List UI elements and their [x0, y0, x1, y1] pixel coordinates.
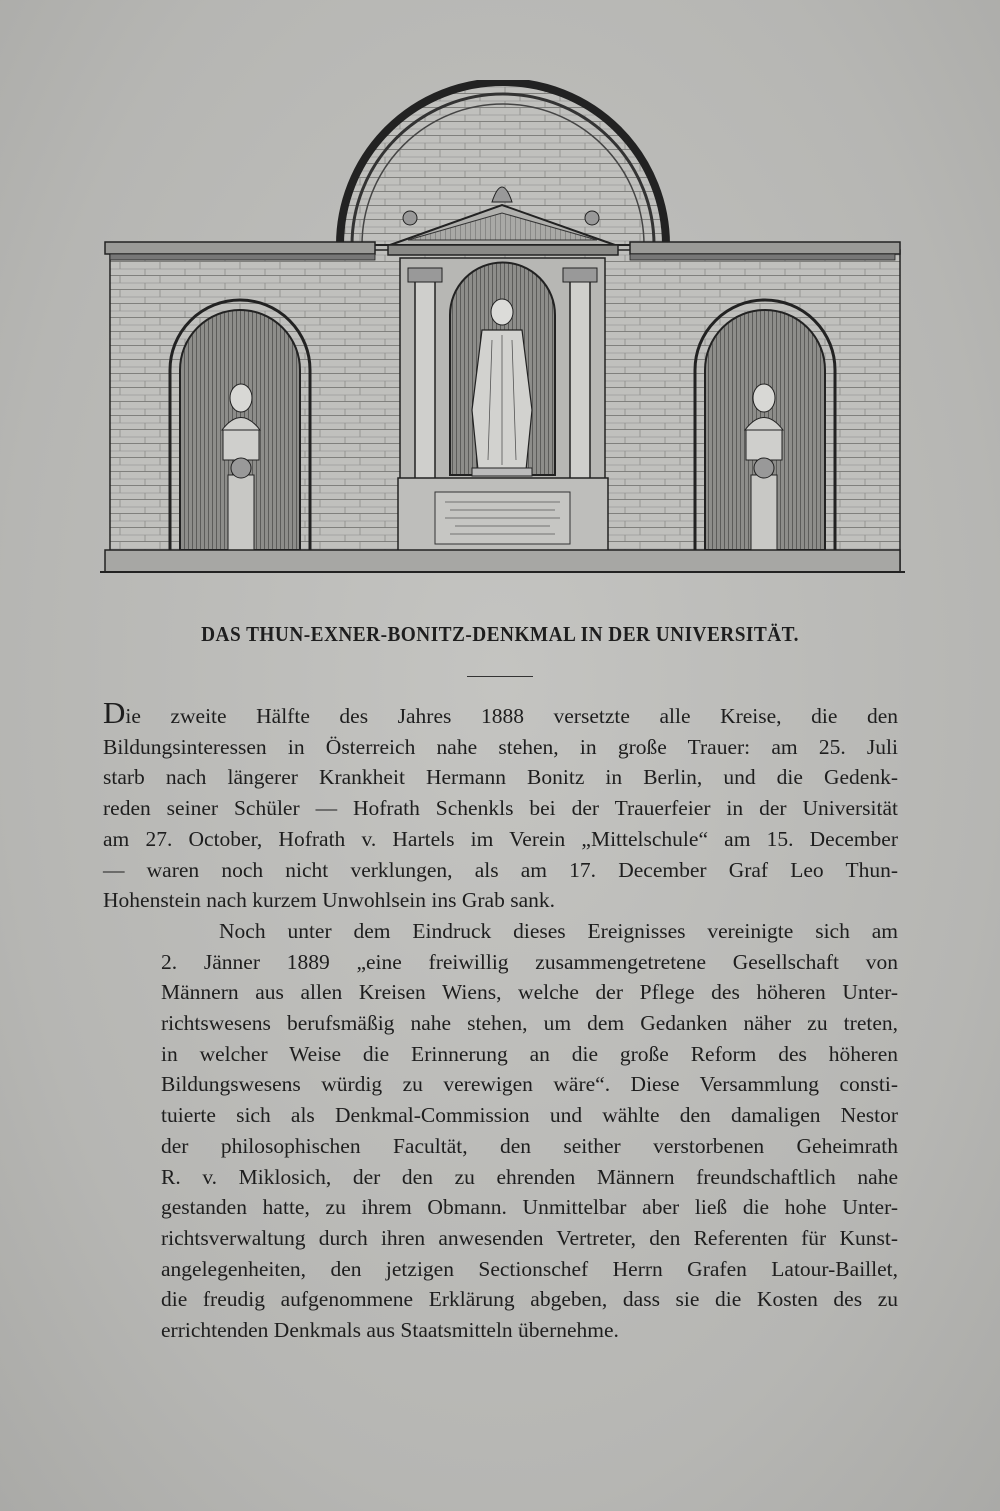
monument-engraving [100, 80, 905, 580]
text-line: tuierte sich als Denkmal-Commission und wählte den damaligen Nestor [161, 1103, 898, 1128]
text-line: angelegenheiten, den jetzigen Sectionschef Herrn Grafen Latour-Baillet, [161, 1256, 898, 1281]
text-line: — waren noch nicht verklungen, als am 17. December Graf Leo Thun- [103, 857, 898, 882]
text-line: Bildungswesens würdig zu verewigen wäre“. Diese Versammlung consti- [161, 1072, 898, 1097]
text-line: der philosophischen Facultät, den seither verstorbenen Geheimrath [161, 1133, 898, 1158]
text-line: Die zweite Hälfte des Jahres 1888 versetzte alle Kreise, die den [103, 695, 898, 730]
text-line: die freudig aufgenommene Erklärung abgeben, dass sie die Kosten des zu [161, 1287, 898, 1312]
caption-divider [467, 676, 533, 677]
text-line: richtsverwaltung durch ihren anwesenden Vertreter, den Referenten für Kunst- [161, 1225, 898, 1250]
text-line: R. v. Miklosich, der den zu ehrenden Männern freundschaftlich nahe [161, 1164, 898, 1189]
paragraph-2 [103, 916, 898, 1346]
drop-cap: D [103, 695, 126, 730]
text-line: in welcher Weise die Erinnerung an die große Reform des höheren [161, 1041, 898, 1066]
text-line: richtswesens berufsmäßig nahe stehen, um dem Gedanken näher zu treten, [161, 1011, 898, 1036]
text-line: Hohenstein nach kurzem Unwohlsein ins Grab sank. [103, 888, 555, 913]
text-line: Männern aus allen Kreisen Wiens, welche der Pflege des höheren Unter- [161, 980, 898, 1005]
text-line: Bildungsinteressen in Österreich nahe stehen, in große Trauer: am 25. Juli [103, 734, 898, 759]
text-line: errichtenden Denkmals aus Staatsmitteln übernehme. [161, 1318, 619, 1343]
text-line: starb nach längerer Krankheit Hermann Bonitz in Berlin, und die Gedenk- [103, 765, 898, 790]
figure-caption: DAS THUN-EXNER-BONITZ-DENKMAL IN DER UNIVERSITÄT. [201, 622, 799, 646]
article-body [103, 695, 898, 1346]
text-line: am 27. October, Hofrath v. Hartels im Verein „Mittelschule“ am 15. December [103, 826, 898, 851]
text-line: 2. Jänner 1889 „eine freiwillig zusammengetretene Gesellschaft von [161, 949, 898, 974]
text-line: Noch unter dem Eindruck dieses Ereignisses vereinigte sich am [219, 918, 898, 943]
text-line: gestanden hatte, zu ihrem Obmann. Unmittelbar aber ließ die hohe Unter- [161, 1195, 898, 1220]
paragraph-1 [103, 695, 898, 916]
text-line: reden seiner Schüler — Hofrath Schenkls bei der Trauerfeier in der Universität [103, 796, 898, 821]
